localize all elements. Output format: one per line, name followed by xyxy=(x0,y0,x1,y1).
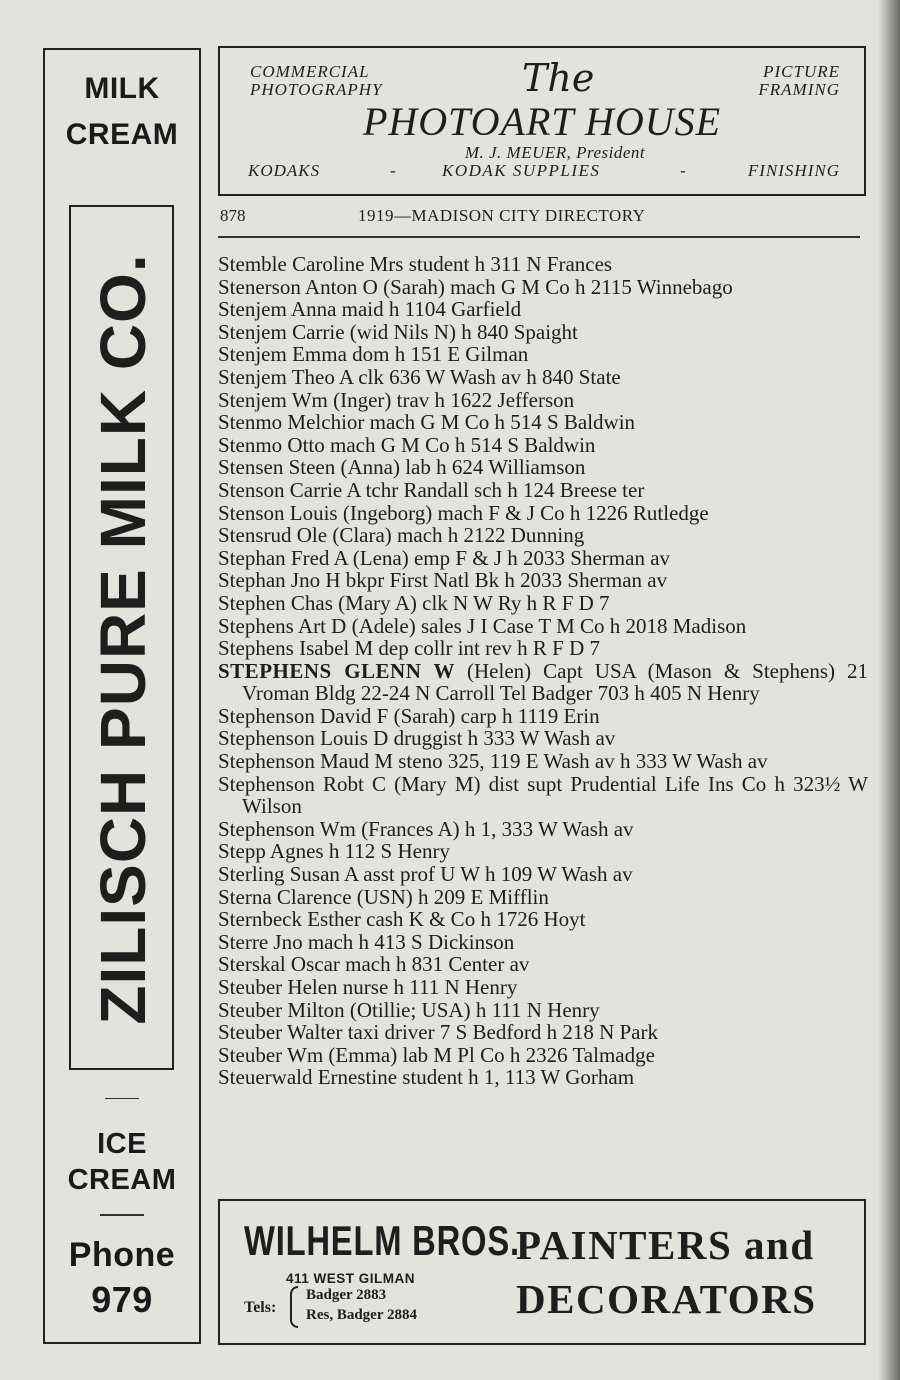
list-item: Stenson Carrie A tchr Randall sch h 124 Breese ter xyxy=(218,477,645,502)
list-item: Steuber Walter taxi driver 7 S Bedford h 218 N Park xyxy=(218,1020,658,1045)
list-item: Stephenson David F (Sarah) carp h 1119 Erin xyxy=(218,703,600,728)
ad-tel-2: Res, Badger 2884 xyxy=(306,1307,417,1323)
header-rule xyxy=(218,236,860,238)
ad-tel-1: Badger 2883 xyxy=(306,1287,387,1303)
bold-entry-name: STEPHENS GLENN W xyxy=(218,658,456,683)
ad-president: M. J. MEUER, President xyxy=(464,143,646,162)
ad-picture: PICTURE xyxy=(763,62,840,81)
ad-ice-cream-text: CREAM xyxy=(67,1164,177,1196)
ad-address: 411 WEST GILMAN xyxy=(286,1271,416,1286)
list-item: Stemble Caroline Mrs student h 311 N Frances xyxy=(218,252,613,276)
list-item: Stenjem Wm (Inger) trav h 1622 Jefferson xyxy=(218,387,575,412)
ad-dash-2: - xyxy=(680,161,686,180)
ad-finishing: FINISHING xyxy=(747,161,840,180)
list-item: Stephenson Maud M steno 325, 119 E Wash av h 333 W Wash av xyxy=(218,749,768,774)
list-item: Sterling Susan A asst prof U W h 109 W Wash av xyxy=(218,862,633,887)
ad-cream-text: CREAM xyxy=(65,118,179,151)
list-item: Sterre Jno mach h 413 S Dickinson xyxy=(218,929,515,954)
milk-company-ad xyxy=(43,48,201,1344)
company-name-vertical: ZILISCH PURE MILK CO. xyxy=(87,253,159,1025)
ad-commercial: COMMERCIAL xyxy=(250,62,370,81)
list-item: Stenson Louis (Ingeborg) mach F & J Co h 1226 Rutledge xyxy=(218,500,709,525)
ad-decorators: DECORATORS xyxy=(516,1276,817,1322)
list-item: Stephens Art D (Adele) sales J I Case T M Co h 2018 Madison xyxy=(218,613,747,638)
list-item: Sterna Clarence (USN) h 209 E Mifflin xyxy=(218,884,549,909)
list-item: Stephen Chas (Mary A) clk N W Ry h R F D 7 xyxy=(218,590,610,615)
ad-milk-text: MILK xyxy=(84,72,160,105)
list-item: Sternbeck Esther cash K & Co h 1726 Hoyt xyxy=(218,907,586,932)
ad-phone-label: Phone xyxy=(68,1236,176,1274)
list-item: Stenmo Otto mach G M Co h 514 S Baldwin xyxy=(218,432,596,457)
list-item: Steuber Milton (Otillie; USA) h 111 N Henry xyxy=(218,997,600,1022)
list-item: Steuerwald Ernestine student h 1, 113 W Gorham xyxy=(218,1065,635,1090)
list-item: Stephan Jno H bkpr First Natl Bk h 2033 Sherman av xyxy=(218,568,668,593)
ad-the-monogram: The xyxy=(522,56,595,100)
ad-company-name: PHOTOART HOUSE xyxy=(362,99,722,144)
bold-entry-text: (Helen) Capt USA (Mason & Stephens) 21 Vroman Bldg 22-24 N Carroll Tel Badger 703 h 405 N Henry xyxy=(242,658,868,706)
list-item: Stephens Isabel M dep collr int rev h R F D 7 xyxy=(218,636,601,661)
list-item: Stenjem Emma dom h 151 E Gilman xyxy=(218,342,529,367)
list-item: Stenjem Carrie (wid Nils N) h 840 Spaight xyxy=(218,319,578,344)
ad-phone-number: 979 xyxy=(91,1279,153,1320)
list-item: Steuber Helen nurse h 111 N Henry xyxy=(218,975,518,999)
list-item: Stenmo Melchior mach G M Co h 514 S Baldwin xyxy=(218,410,636,435)
directory-listings xyxy=(218,253,868,1089)
ad-divider xyxy=(100,1214,144,1216)
list-item-bold xyxy=(218,660,868,705)
list-item: Stenjem Anna maid h 1104 Garfield xyxy=(218,297,522,322)
list-item: Sterskal Oscar mach h 831 Center av xyxy=(218,952,530,977)
photoart-house-ad xyxy=(218,46,866,196)
list-item: Stensen Steen (Anna) lab h 624 Williamson xyxy=(218,455,586,480)
company-name-box xyxy=(69,205,174,1070)
list-item: Steuber Wm (Emma) lab M Pl Co h 2326 Talmadge xyxy=(218,1042,655,1067)
list-item: Stephan Fred A (Lena) emp F & J h 2033 Sherman av xyxy=(218,545,671,570)
directory-title: 1919—MADISON CITY DIRECTORY xyxy=(358,206,646,225)
ad-tels-label: Tels: xyxy=(244,1299,277,1316)
wilhelm-bros-ad xyxy=(218,1199,866,1345)
list-item: Stephenson Louis D druggist h 333 W Wash av xyxy=(218,726,616,751)
ad-brace xyxy=(290,1286,298,1328)
list-item: Stenjem Theo A clk 636 W Wash av h 840 State xyxy=(218,364,621,389)
ornament-divider xyxy=(105,1098,139,1099)
list-item: Stensrud Ole (Clara) mach h 2122 Dunning xyxy=(218,523,585,548)
ad-dash-1: - xyxy=(390,161,396,180)
ad-wilhelm-bros: WILHELM BROS. xyxy=(244,1217,520,1264)
list-item: Stephenson Wm (Frances A) h 1, 333 W Wash av xyxy=(218,816,634,841)
ad-ice-text: ICE xyxy=(97,1128,147,1160)
list-item: Stenerson Anton O (Sarah) mach G M Co h 2115 Winnebago xyxy=(218,274,733,299)
ad-kodak-supplies: KODAK SUPPLIES xyxy=(442,161,601,180)
ad-photography: PHOTOGRAPHY xyxy=(250,80,383,99)
page-edge xyxy=(878,0,900,1380)
ad-painters: PAINTERS and xyxy=(516,1222,815,1268)
list-item: Stephenson Robt C (Mary M) dist supt Prudential Life Ins Co h 323½ W Wilson xyxy=(218,771,868,819)
page-number: 878 xyxy=(220,206,246,225)
ad-kodaks: KODAKS xyxy=(248,161,321,180)
ad-framing: FRAMING xyxy=(758,80,840,99)
list-item: Stepp Agnes h 112 S Henry xyxy=(218,839,450,864)
